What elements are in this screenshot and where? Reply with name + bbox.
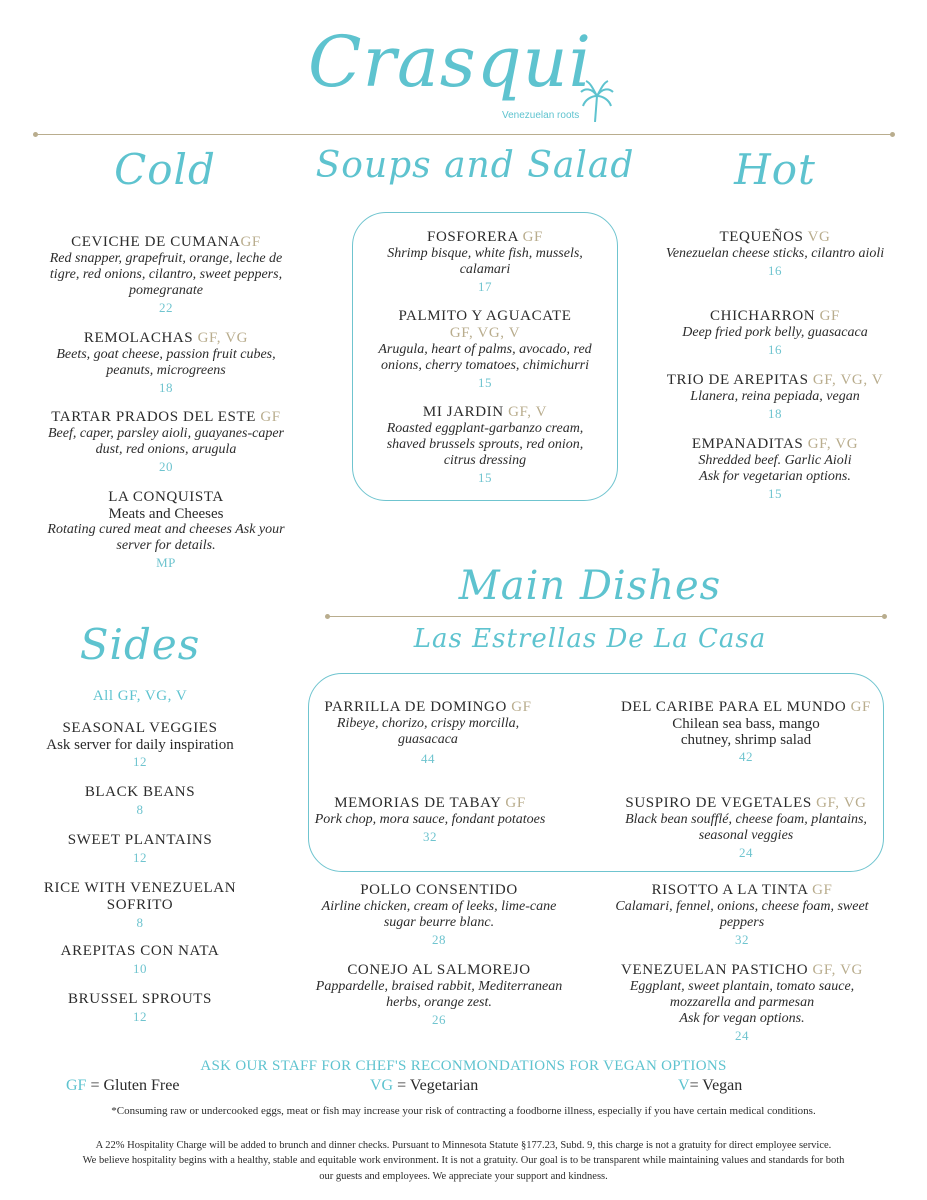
side-item [20,720,260,770]
vegan-note: ASK OUR STAFF FOR CHEF'S RECONMONDATIONS FOR VEGAN OPTIONS [200,1058,727,1074]
diet-tag: GF [812,882,833,898]
item-price: MP [156,555,176,570]
tagline: Venezuelan roots [502,110,580,121]
item-desc: Llanera, reina pepiada, vegan [690,389,860,404]
item-name: PALMITO Y AGUACATE [398,308,572,324]
menu-item [36,489,296,571]
item-name: FOSFORERA [427,229,523,245]
logo [300,14,630,132]
item-desc: Deep fried pork belly, guasacaca [682,325,868,340]
item-desc: Black bean soufflé, cheese foam, plantains, seasonal veggies [625,812,867,843]
side-item [20,991,260,1025]
item-name: TARTAR PRADOS DEL ESTE [51,409,261,425]
top-divider [36,134,892,135]
legend-label: = Gluten Free [86,1077,180,1094]
menu-item [312,882,566,948]
item-price: 10 [133,961,147,976]
item-sub: Chilean sea bass, mango chutney, shrimp salad [672,716,820,748]
diet-tag: GF, V [508,404,548,420]
diet-tag: GF [240,234,261,250]
item-sub: Ask server for daily inspiration [46,737,234,753]
palm-tree-icon [580,80,614,122]
item-desc: Ribeye, chorizo, crispy morcilla, guasacaca [336,716,520,747]
menu-item [614,699,878,765]
item-name: SEASONAL VEGGIES [62,720,218,736]
menu-item [36,234,296,316]
item-desc: Airline chicken, cream of leeks, lime-cane sugar beurre blanc. [321,899,557,930]
diet-tag: GF, VG [197,330,249,346]
item-desc: Shredded beef. Garlic Aioli [698,453,852,468]
item-price: 24 [739,845,753,860]
legend-code: GF [66,1077,87,1094]
item-sub: Meats and Cheeses [108,506,224,522]
item-price: 18 [768,406,782,421]
item-name: CONEJO AL SALMOREJO [347,962,531,978]
food-safety-warning: *Consuming raw or undercooked eggs, meat or fish may increase your risk of contracting a foodborne illness, especially if you have certain medical conditions. [111,1105,816,1117]
diet-tag: GF, VG [812,962,863,978]
item-desc: Calamari, fennel, onions, cheese foam, sweet peppers [615,899,869,930]
item-desc: Roasted eggplant-garbanzo cream, shaved brussels sprouts, red onion, citrus dressing [386,421,584,468]
item-name: SUSPIRO DE VEGETALES [625,795,817,811]
hospitality-line-3: our guests and employees. We appreciate your support and kindness. [319,1171,608,1182]
diet-tag: GF, VG [816,795,867,811]
item-price: 18 [159,380,173,395]
legend-label: = Vegetarian [393,1077,479,1094]
item-name: TEQUEÑOS [719,229,808,245]
item-desc-2: Ask for vegetarian options. [699,469,851,484]
menu-item [372,404,598,486]
legend-label: = Vegan [689,1077,743,1094]
heading-stars: Las Estrellas De La Casa [413,624,767,654]
diet-tag: GF, VG [807,436,859,452]
item-desc: Red snapper, grapefruit, orange, leche de tigre, red onions, cilantro, sweet peppers, pomegranate [49,251,283,298]
item-name: TRIO DE AREPITAS [666,372,813,388]
item-desc: Venezuelan cheese sticks, cilantro aioli [665,246,885,261]
menu-item [608,962,876,1044]
menu-item [312,795,548,845]
item-name: LA CONQUISTA [108,489,224,505]
item-name: VENEZUELAN PASTICHO [621,962,813,978]
diet-tag: GF, VG, V [812,372,884,388]
diet-tag: GF [511,699,532,715]
item-price: 15 [478,375,492,390]
heading-sides: Sides [79,620,201,669]
item-desc: Rotating cured meat and cheeses Ask your server for details. [47,522,285,553]
item-name: CEVICHE DE CUMANA [71,234,241,250]
diet-tag: GF [522,229,543,245]
item-name: RICE WITH VENEZUELAN SOFRITO [43,880,237,913]
item-name: EMPANADITAS [691,436,808,452]
heading-hot: Hot [734,145,816,194]
item-desc: Pork chop, mora sauce, fondant potatoes [314,812,546,827]
menu-item [650,229,900,279]
side-item [35,880,245,931]
item-price: 20 [159,459,173,474]
item-desc: Beef, caper, parsley aioli, guayanes-caper dust, red onions, arugula [48,426,284,457]
legend-vegan [678,1077,742,1095]
item-price: 44 [421,751,435,766]
side-item [20,832,260,866]
item-name: CHICHARRON [710,308,820,324]
hospitality-line-1: A 22% Hospitality Charge will be added to brunch and dinner checks. Pursuant to Minnesota Statute §177.23, Subd. 9, this charge is not a gratuity for direct employee service. [95,1140,832,1151]
item-price: 12 [133,1009,147,1024]
item-name: RISOTTO A LA TINTA [651,882,813,898]
legend-gluten-free [66,1077,179,1095]
diet-tag: GF, VG, V [449,325,521,341]
item-name: BRUSSEL SPROUTS [68,991,212,1007]
item-price: 15 [478,470,492,485]
item-desc-2: Ask for vegan options. [679,1011,805,1026]
item-name: DEL CARIBE PARA EL MUNDO [621,699,851,715]
item-price: 26 [432,1012,446,1027]
item-price: 15 [768,486,782,501]
item-price: 28 [432,932,446,947]
item-desc: Shrimp bisque, white fish, mussels, calamari [387,246,583,277]
item-price: 12 [133,754,147,769]
menu-item [312,962,566,1028]
hospitality-line-2: We believe hospitality begins with a healthy, stable and equitable work environment. It is not a gratuity. Our goal is to be transparent while maintaining values and standards for both [82,1155,845,1166]
menu-item [372,308,598,391]
item-desc: Beets, goat cheese, passion fruit cubes, peanuts, microgreens [56,347,276,378]
item-price: 42 [739,749,753,764]
item-price: 16 [768,342,782,357]
legend-vegetarian [370,1077,478,1095]
item-name: MI JARDIN [422,404,509,420]
item-price: 16 [768,263,782,278]
item-name: PARRILLA DE DOMINGO [324,699,512,715]
item-price: 32 [735,932,749,947]
logo-text: Crasqui [308,21,592,103]
item-price: 24 [735,1028,749,1043]
item-name: AREPITAS CON NATA [60,943,220,959]
heading-cold: Cold [114,145,216,194]
item-desc: Eggplant, sweet plantain, tomato sauce, mozzarella and parmesan [629,979,855,1010]
heading-main: Main Dishes [458,563,722,609]
menu-item [650,372,900,422]
item-price: 32 [423,829,437,844]
menu-item [650,436,900,502]
side-item [20,943,260,977]
item-price: 12 [133,850,147,865]
menu-item [36,330,296,396]
menu-item [372,229,598,295]
diet-tag: GF [505,795,526,811]
item-name: BLACK BEANS [84,784,196,800]
item-name: POLLO CONSENTIDO [360,882,518,898]
menu-item [36,409,296,475]
menu-item [650,308,900,358]
legend-code: VG [370,1077,394,1094]
heading-soups: Soups and Salad [315,145,635,186]
menu-item [614,795,878,861]
sides-note: All GF, VG, V [92,688,188,704]
item-name: REMOLACHAS [83,330,198,346]
item-price: 8 [136,915,144,930]
item-desc: Arugula, heart of palms, avocado, red onions, cherry tomatoes, chimichurri [378,342,592,373]
item-price: 8 [136,802,144,817]
item-name: MEMORIAS DE TABAY [334,795,506,811]
diet-tag: GF [819,308,840,324]
legend-code: V [678,1077,690,1094]
item-desc: Pappardelle, braised rabbit, Mediterranean herbs, orange zest. [315,979,563,1010]
main-divider [328,616,884,617]
diet-tag: VG [807,229,831,245]
item-name: SWEET PLANTAINS [67,832,213,848]
menu-item [614,882,870,948]
diet-tag: GF [850,699,871,715]
side-item [20,784,260,818]
item-price: 17 [478,279,492,294]
diet-tag: GF [260,409,281,425]
item-price: 22 [159,300,173,315]
menu-item [312,699,544,767]
